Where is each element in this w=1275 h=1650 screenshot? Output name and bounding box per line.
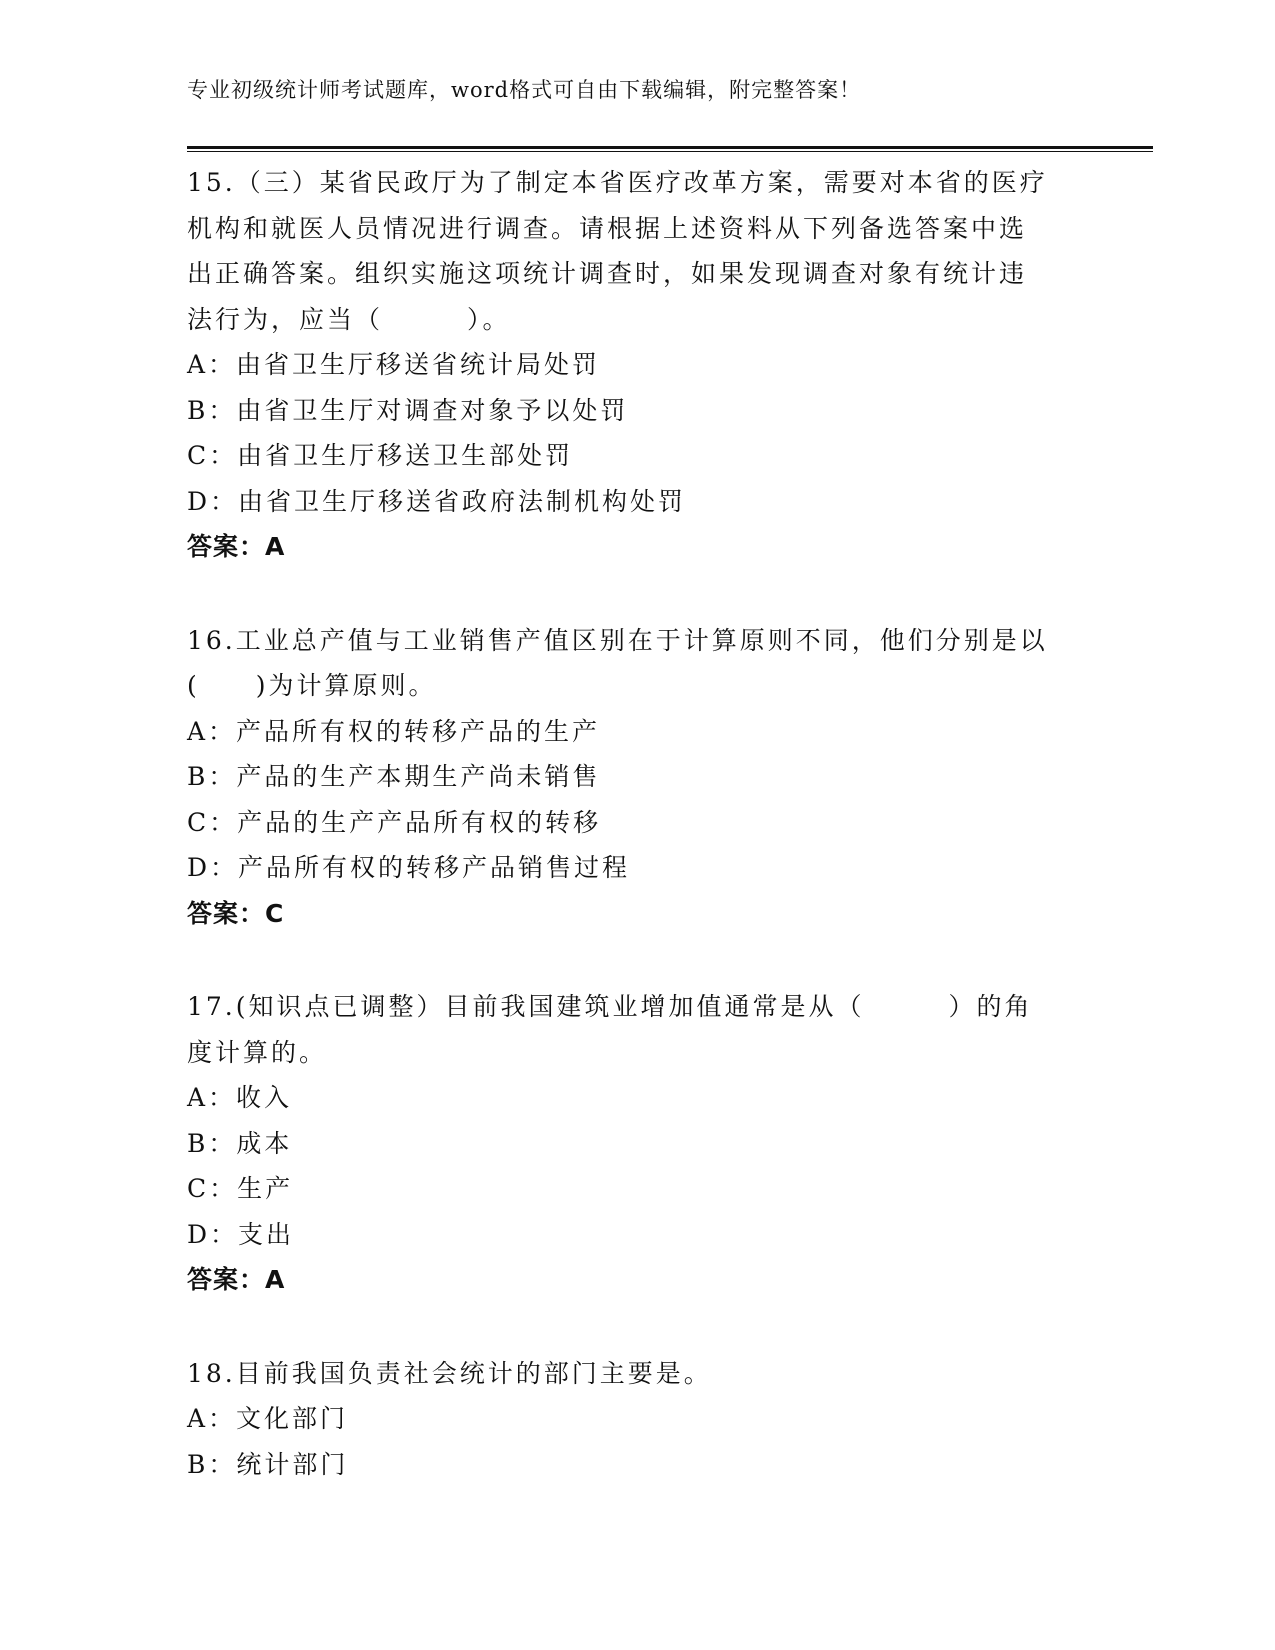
question-stem-line: 17.(知识点已调整）目前我国建筑业增加值通常是从（ ）的角 xyxy=(187,992,1033,1021)
answer-key: 答案：A xyxy=(187,1265,286,1294)
answer-option: B：统计部门 xyxy=(187,1449,349,1479)
question-stem-line: 法行为，应当（ ）。 xyxy=(187,304,511,334)
header-divider-thick xyxy=(187,146,1153,149)
header-divider-thin xyxy=(187,151,1153,152)
question-stem-line: 15.（三）某省民政厅为了制定本省医疗改革方案，需要对本省的医疗 xyxy=(187,168,1048,197)
header-divider xyxy=(187,146,1153,152)
answer-option: C：由省卫生厅移送卫生部处罚 xyxy=(187,441,574,470)
answer-option: D：支出 xyxy=(187,1219,295,1249)
answer-key: 答案：A xyxy=(187,532,286,561)
answer-option: A：产品所有权的转移产品的生产 xyxy=(187,716,601,746)
question-block xyxy=(187,1351,1087,1488)
answer-option: D：产品所有权的转移产品销售过程 xyxy=(187,853,631,882)
answer-option: B：由省卫生厅对调查对象予以处罚 xyxy=(187,395,629,425)
answer-option: C：产品的生产产品所有权的转移 xyxy=(187,807,602,837)
question-stem-line: 18.目前我国负责社会统计的部门主要是。 xyxy=(187,1358,712,1388)
question-block xyxy=(187,160,1087,570)
page-header: 专业初级统计师考试题库，word格式可自由下载编辑，附完整答案！ xyxy=(187,78,862,102)
answer-option: A：文化部门 xyxy=(187,1404,349,1433)
answer-option: A：由省卫生厅移送省统计局处罚 xyxy=(187,350,601,379)
answer-option: C：生产 xyxy=(187,1174,294,1203)
answer-option: A：收入 xyxy=(187,1083,293,1112)
question-stem-line: 机构和就医人员情况进行调查。请根据上述资料从下列备选答案中选 xyxy=(187,213,1028,243)
answer-key: 答案：C xyxy=(187,898,285,928)
question-stem-line: ( )为计算原则。 xyxy=(187,671,437,700)
question-list xyxy=(187,160,1087,1535)
question-block xyxy=(187,618,1087,937)
question-stem-line: 度计算的。 xyxy=(187,1037,328,1067)
question-block xyxy=(187,984,1087,1303)
question-stem-line: 出正确答案。组织实施这项统计调查时，如果发现调查对象有统计违 xyxy=(187,259,1028,288)
question-stem-line: 16.工业总产值与工业销售产值区别在于计算原则不同，他们分别是以 xyxy=(187,625,1048,655)
answer-option: D：由省卫生厅移送省政府法制机构处罚 xyxy=(187,486,687,516)
answer-option: B：成本 xyxy=(187,1128,293,1158)
answer-option: B：产品的生产本期生产尚未销售 xyxy=(187,762,601,791)
